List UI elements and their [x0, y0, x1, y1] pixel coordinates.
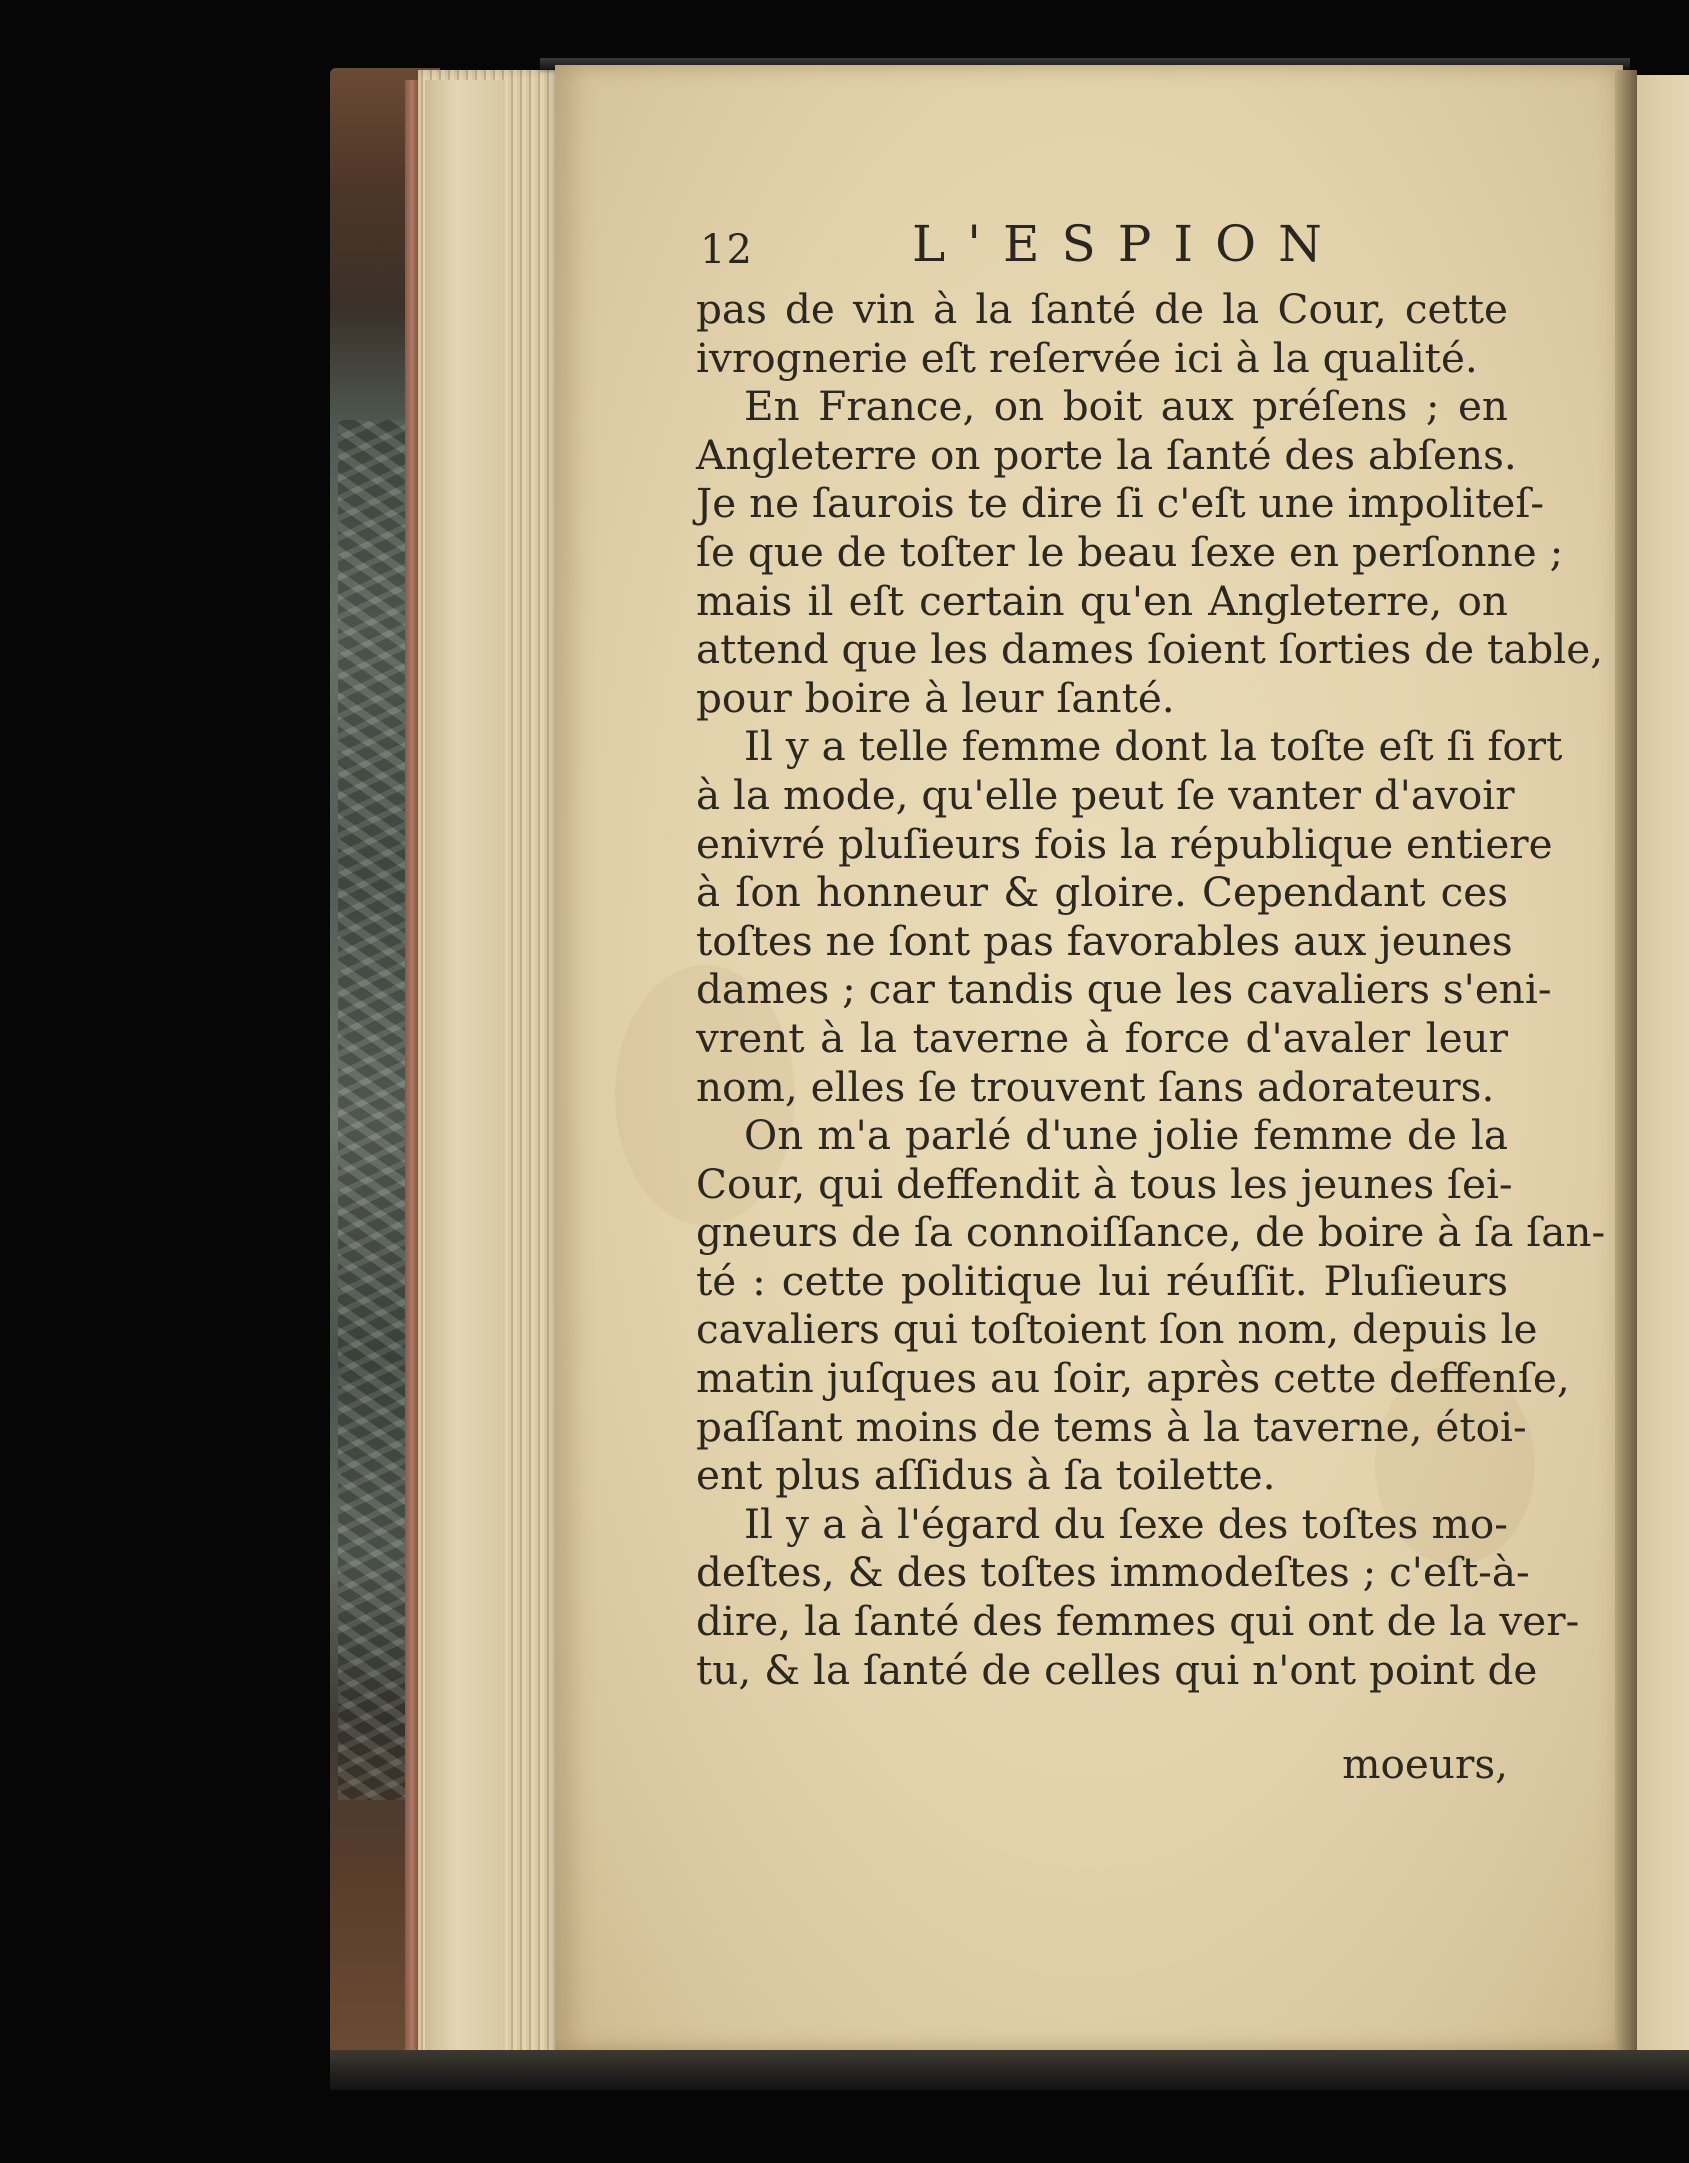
text-line: ſe que de toſter le beau ſexe en perſonne ;: [696, 527, 1564, 576]
gutter: [1615, 70, 1637, 2055]
text-line: On m'a parlé d'une jolie femme de la: [744, 1111, 1508, 1160]
cover-edge: [405, 80, 419, 2070]
text-line: Il y a à l'égard du ſexe des toſtes mo-: [744, 1499, 1508, 1548]
text-line: vrent à la taverne à force d'avaler leur: [696, 1013, 1508, 1062]
text-line: enivré pluſieurs fois la république entiere: [696, 819, 1553, 868]
text-line: cavaliers qui toſtoient ſon nom, depuis le: [696, 1305, 1538, 1354]
page-number: 12: [700, 227, 753, 273]
text-line: tu, & la ſanté de celles qui n'ont point de: [696, 1645, 1538, 1694]
text-line: ent plus aſſidus à ſa toilette.: [696, 1451, 1276, 1500]
catchword: moeurs,: [1342, 1740, 1508, 1788]
text-line: à la mode, qu'elle peut ſe vanter d'avoir: [696, 770, 1515, 819]
text-line: Angleterre on porte la ſanté des abſens.: [696, 430, 1517, 479]
text-line: mais il eſt certain qu'en Angleterre, on: [696, 576, 1508, 625]
text-line: dire, la ſanté des femmes qui ont de la ver-: [696, 1597, 1580, 1646]
text-line: pas de vin à la ſanté de la Cour, cette: [696, 285, 1508, 333]
marbled-cover-pattern: [338, 420, 408, 1800]
text-line: pour boire à leur ſanté.: [696, 673, 1175, 722]
text-line: nom, elles ſe trouvent ſans adorateurs.: [696, 1062, 1495, 1111]
text-line: deſtes, & des toſtes immodeſtes ; c'eſt-à-: [696, 1548, 1530, 1597]
page-stack-outer: [425, 80, 505, 2060]
text-line: té : cette politique lui réuſſit. Pluſieurs: [696, 1256, 1508, 1305]
text-line: matin juſques au ſoir, après cette deffenſe,: [696, 1354, 1570, 1403]
text-line: à ſon honneur & gloire. Cependant ces: [696, 868, 1508, 917]
text-line: En France, on boit aux préſens ; en: [744, 382, 1508, 431]
text-line: Il y a telle femme dont la toſte eſt ſi fort: [744, 722, 1563, 771]
bottom-edge: [330, 2050, 1689, 2090]
text-line: paſſant moins de tems à la taverne, étoi-: [696, 1402, 1527, 1451]
page-header: [700, 215, 1344, 285]
text-line: gneurs de ſa connoiſſance, de boire à ſa ſan-: [696, 1208, 1606, 1257]
text-line: toſtes ne ſont pas favorables aux jeunes: [696, 916, 1513, 965]
next-page-sliver: [1637, 75, 1689, 2050]
text-line: Cour, qui deffendit à tous les jeunes ſei-: [696, 1159, 1513, 1208]
running-head: L'ESPION: [912, 215, 1344, 273]
text-line: dames ; car tandis que les cavaliers s'eni-: [696, 965, 1552, 1014]
text-line: ivrognerie eſt reſervée ici à la qualité.: [696, 333, 1478, 382]
text-line: Je ne ſaurois te dire ſi c'eſt une impoliteſ-: [696, 479, 1545, 528]
text-line: attend que les dames ſoient ſorties de table,: [696, 625, 1604, 674]
body-text: [696, 285, 1606, 1694]
